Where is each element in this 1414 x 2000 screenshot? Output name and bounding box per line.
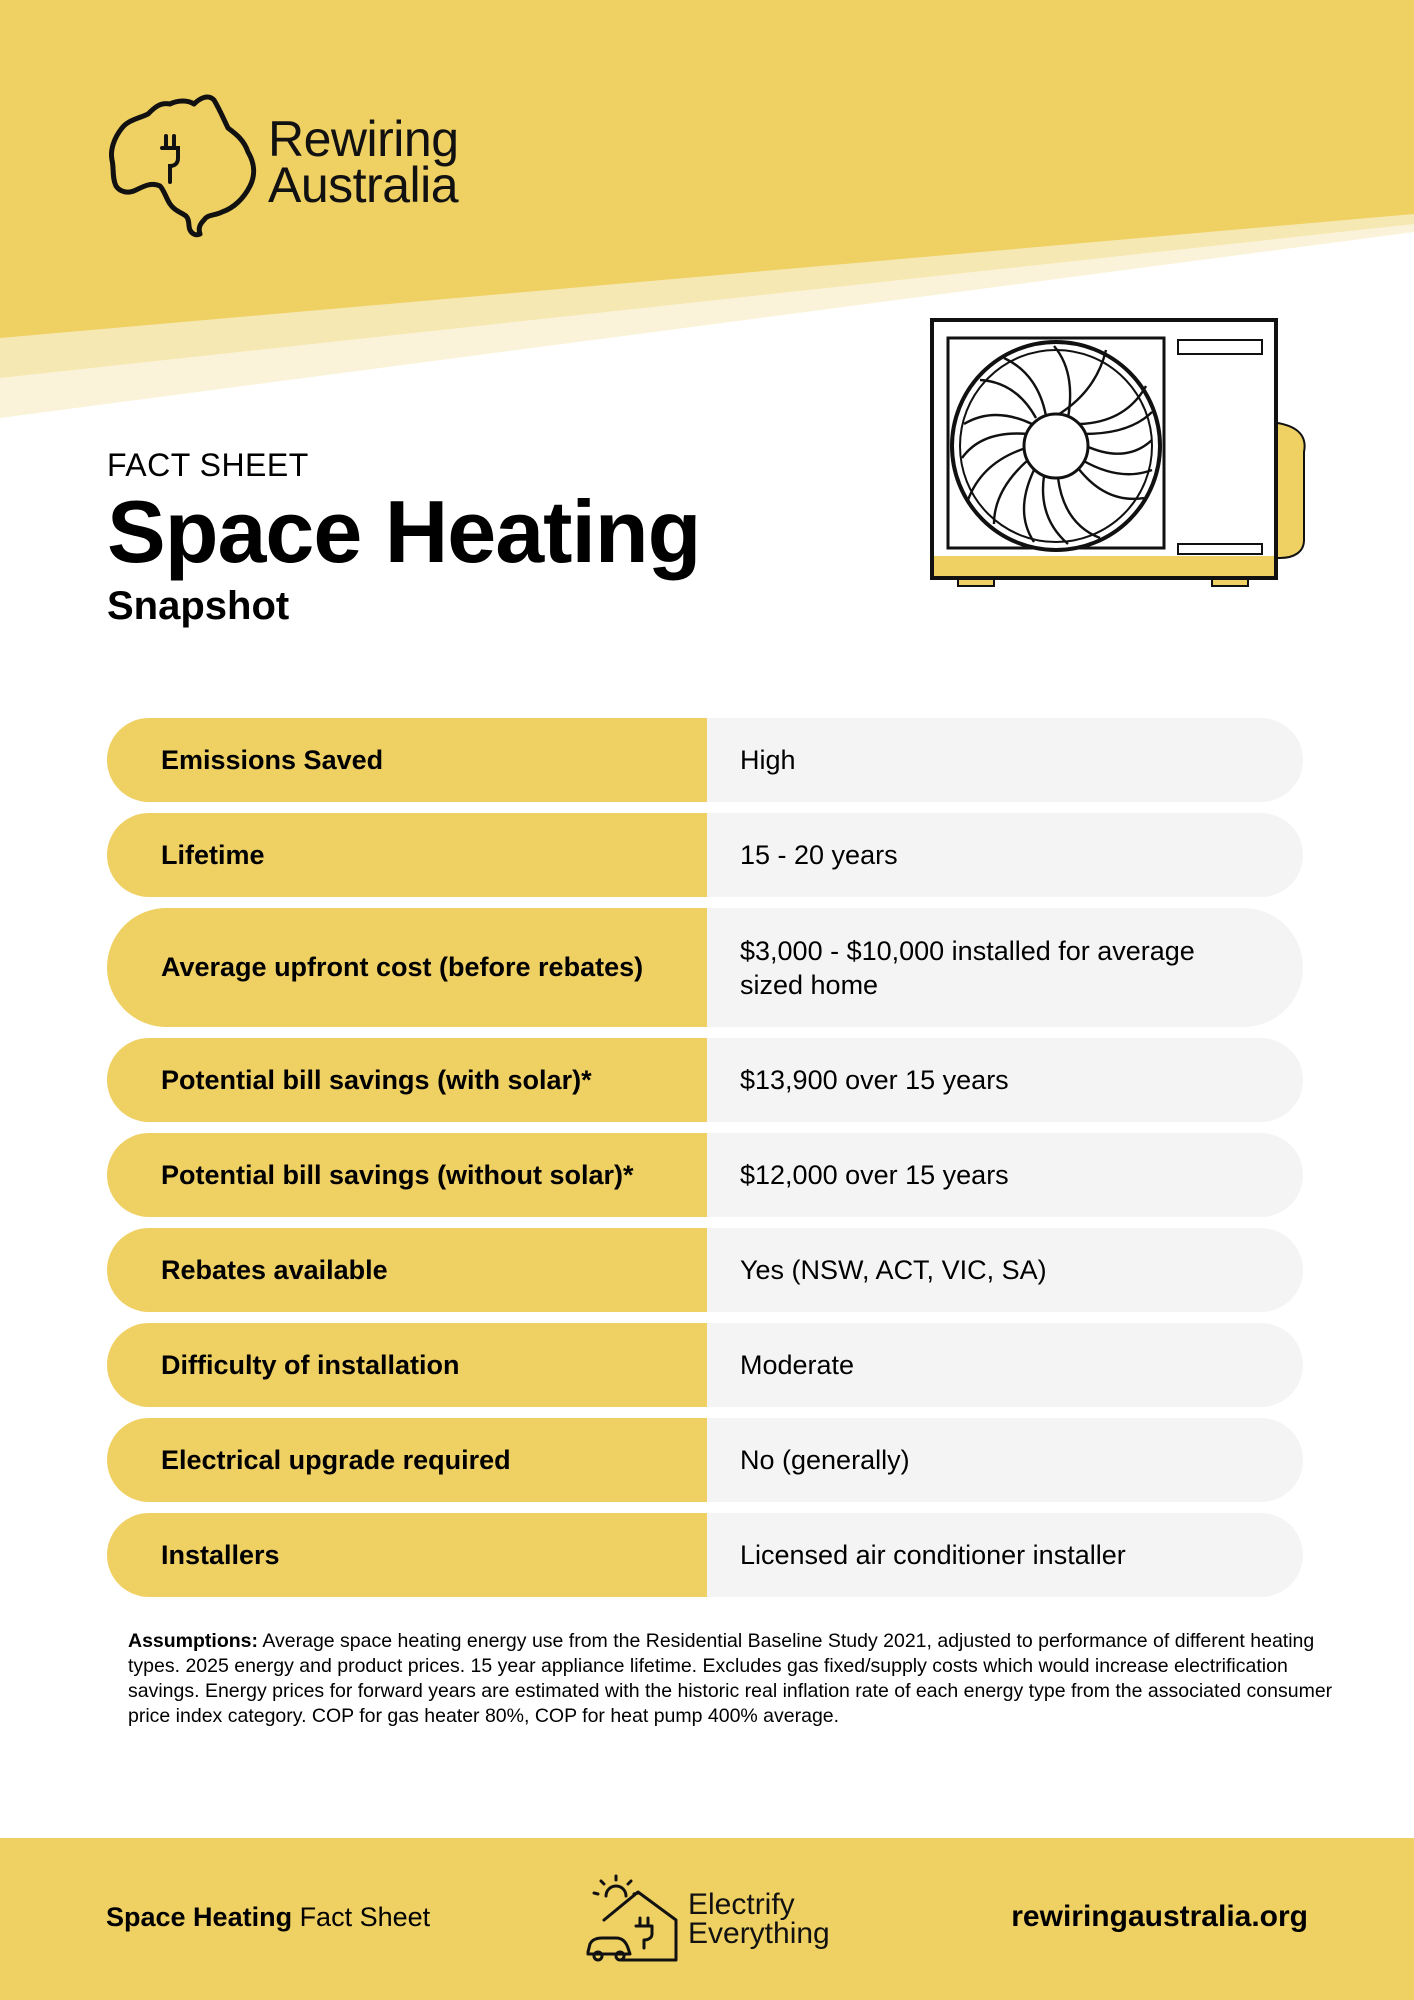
footer <box>0 1838 1414 2000</box>
australia-map-plug-icon <box>104 90 264 240</box>
row-label: Lifetime <box>107 813 707 897</box>
title-block <box>107 446 700 630</box>
snapshot-table <box>107 718 1303 1608</box>
row-label: Difficulty of installation <box>107 1323 707 1407</box>
website-link[interactable]: rewiringaustralia.org <box>1011 1900 1308 1933</box>
row-value: Yes (NSW, ACT, VIC, SA) <box>707 1228 1303 1312</box>
row-label: Average upfront cost (before rebates) <box>107 908 707 1027</box>
table-row <box>107 1513 1303 1597</box>
row-value: High <box>707 718 1303 802</box>
table-row <box>107 1418 1303 1502</box>
row-value: No (generally) <box>707 1418 1303 1502</box>
row-label: Installers <box>107 1513 707 1597</box>
row-value: $13,900 over 15 years <box>707 1038 1303 1122</box>
row-value: 15 - 20 years <box>707 813 1303 897</box>
ee-line-1: Electrify <box>688 1888 795 1921</box>
table-row <box>107 908 1303 1027</box>
table-row <box>107 1038 1303 1122</box>
logo-line-2: Australia <box>268 157 459 213</box>
footer-title-rest: Fact Sheet <box>292 1902 431 1932</box>
electrify-everything-logo[interactable] <box>584 1874 844 1964</box>
row-label: Emissions Saved <box>107 718 707 802</box>
footer-doc-title <box>106 1902 430 1933</box>
logo-line-1: Rewiring <box>268 111 459 167</box>
page-subtitle: Snapshot <box>107 584 290 628</box>
assumptions-label: Assumptions: <box>128 1630 259 1652</box>
house-sun-car-plug-icon <box>584 1874 684 1964</box>
row-value: Licensed air conditioner installer <box>707 1513 1303 1597</box>
table-row <box>107 813 1303 897</box>
logo-wordmark <box>268 111 459 213</box>
row-value: $3,000 - $10,000 installed for average sized home <box>707 908 1303 1027</box>
footer-title-bold: Space Heating <box>106 1902 293 1932</box>
row-label: Rebates available <box>107 1228 707 1312</box>
row-value: Moderate <box>707 1323 1303 1407</box>
row-label: Potential bill savings (with solar)* <box>107 1038 707 1122</box>
page-title: Space Heating <box>107 482 701 581</box>
table-row <box>107 718 1303 802</box>
row-label: Electrical upgrade required <box>107 1418 707 1502</box>
table-row <box>107 1133 1303 1217</box>
assumptions-text: Average space heating energy use from the Residential Baseline Study 2021, adjusted to performance of different heating types. 2025 energy and product prices. 15 year appliance lifetime. Excludes gas fixed/supply costs which would increase electrification savings. Energy prices for forward years are estimated with the historic real inflation rate of each energy type from the associated consumer price index category. COP for gas heater 80%, COP for heat pump 400% average. <box>128 1630 1333 1727</box>
fact-sheet-kicker: FACT SHEET <box>107 447 309 483</box>
rewiring-australia-logo[interactable] <box>104 90 464 240</box>
electrify-everything-wordmark <box>688 1890 830 1948</box>
row-label: Potential bill savings (without solar)* <box>107 1133 707 1217</box>
assumptions-note <box>128 1629 1338 1729</box>
heat-pump-outdoor-unit-icon <box>920 312 1310 592</box>
ee-line-2: Everything <box>688 1917 830 1950</box>
table-row <box>107 1228 1303 1312</box>
table-row <box>107 1323 1303 1407</box>
row-value: $12,000 over 15 years <box>707 1133 1303 1217</box>
